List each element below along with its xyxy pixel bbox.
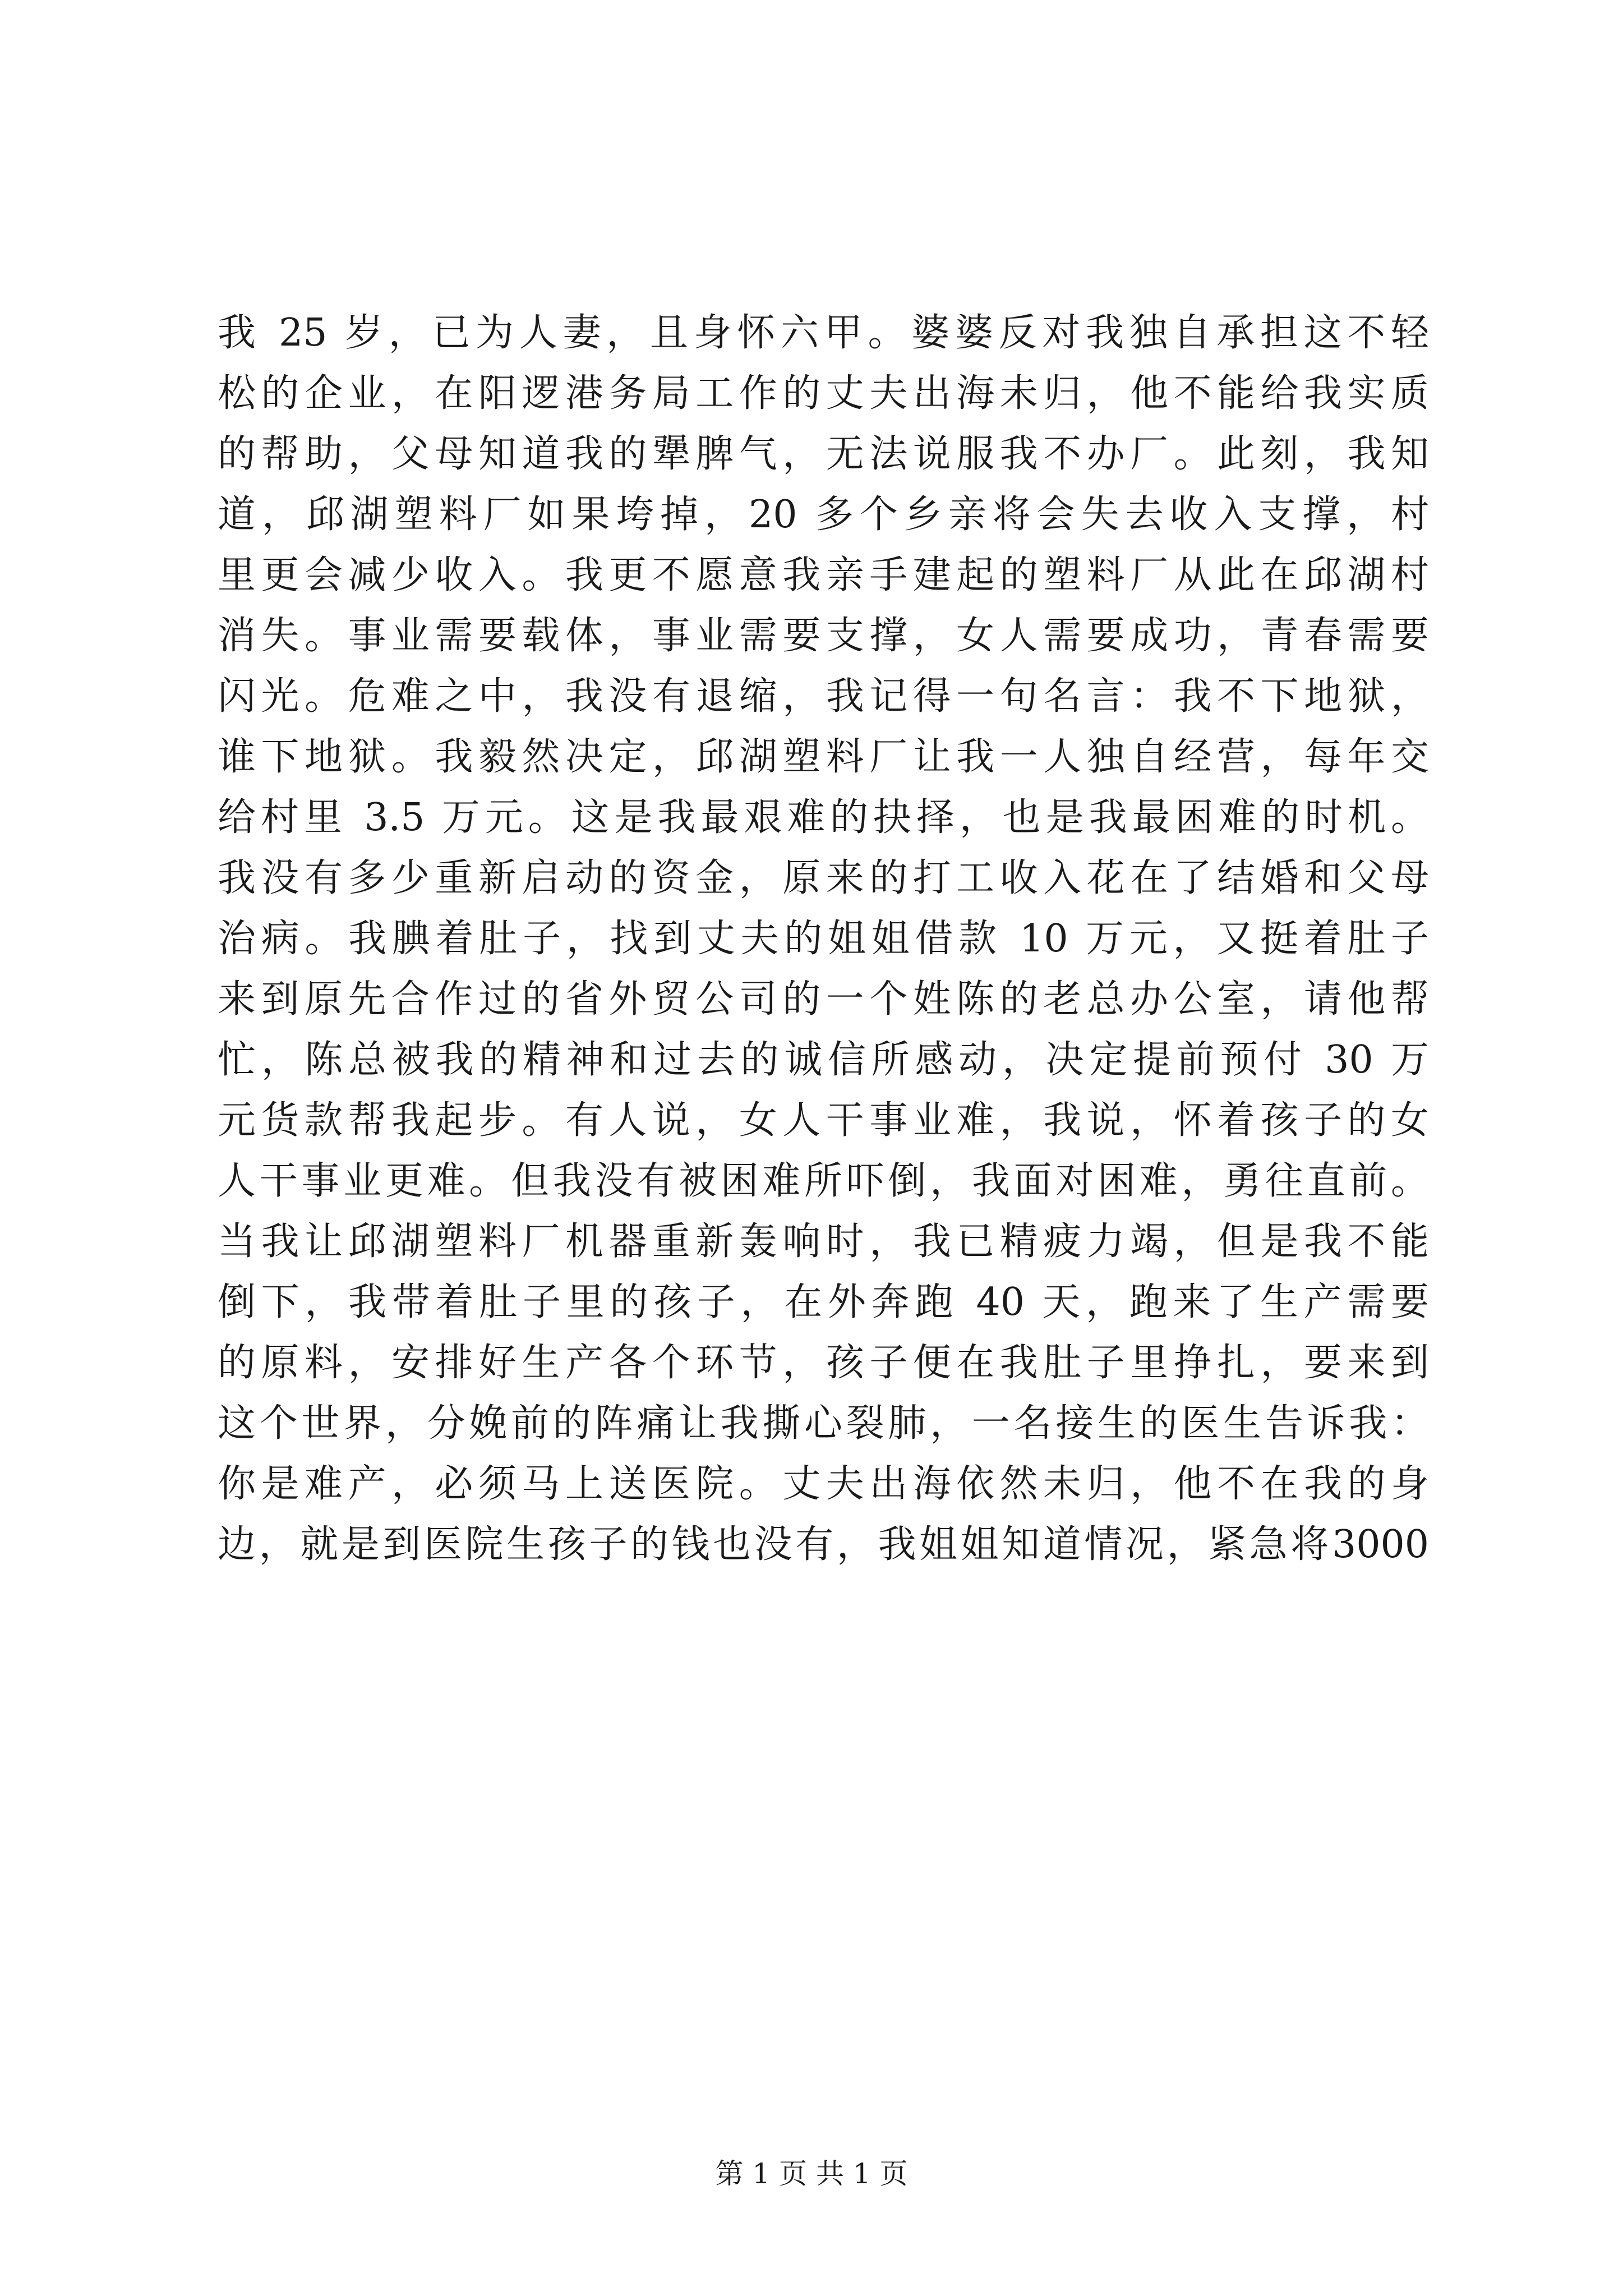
text-line: 消失。事业需要载体，事业需要支撑，女人需要成功，青春需要 [218,614,1429,658]
text-line: 治病。我腆着肚子，找到丈夫的姐姐借款 10 万元，又挺着肚子 [218,917,1429,961]
text-line: 这个世界，分娩前的阵痛让我撕心裂肺，一名接生的医生告诉我： [218,1401,1429,1446]
text-line: 道，邱湖塑料厂如果垮掉，20 多个乡亲将会失去收入支撑，村 [218,493,1429,537]
text-line: 元货款帮我起步。有人说，女人干事业难，我说，怀着孩子的女 [218,1098,1429,1143]
text-line: 给村里 3.5 万元。这是我最艰难的抉择，也是我最困难的时机。 [218,795,1429,840]
text-line: 倒下，我带着肚子里的孩子，在外奔跑 40 天，跑来了生产需要 [218,1280,1429,1324]
text-line: 我没有多少重新启动的资金，原来的打工收入花在了结婚和父母 [218,856,1429,900]
page-footer: 第 1 页 共 1 页 [715,2157,908,2190]
text-line: 人干事业更难。但我没有被困难所吓倒，我面对困难，勇往直前。 [218,1159,1429,1203]
text-line: 我 25 岁，已为人妻，且身怀六甲。婆婆反对我独自承担这不轻 [218,311,1429,355]
text-line: 闪光。危难之中，我没有退缩，我记得一句名言：我不下地狱， [218,674,1429,719]
text-line: 里更会减少收入。我更不愿意我亲手建起的塑料厂从此在邱湖村 [218,553,1429,597]
text-line: 的原料，安排好生产各个环节，孩子便在我肚子里挣扎，要来到 [218,1341,1429,1385]
text-line: 来到原先合作过的省外贸公司的一个姓陈的老总办公室，请他帮 [218,977,1429,1022]
text-line: 忙，陈总被我的精神和过去的诚信所感动，决定提前预付 30 万 [218,1038,1429,1082]
text-line: 边，就是到医院生孩子的钱也没有，我姐姐知道情况，紧急将3000 [218,1522,1429,1567]
body-text [218,303,1429,1575]
text-line: 松的企业，在阳逻港务局工作的丈夫出海未归，他不能给我实质 [218,371,1429,416]
text-line: 你是难产，必须马上送医院。丈夫出海依然未归，他不在我的身 [218,1462,1429,1506]
text-line: 谁下地狱。我毅然决定，邱湖塑料厂让我一人独自经营，每年交 [218,735,1429,779]
text-line: 的帮助，父母知道我的犟脾气，无法说服我不办厂。此刻，我知 [218,432,1429,476]
text-line: 当我让邱湖塑料厂机器重新轰响时，我已精疲力竭，但是我不能 [218,1220,1429,1264]
